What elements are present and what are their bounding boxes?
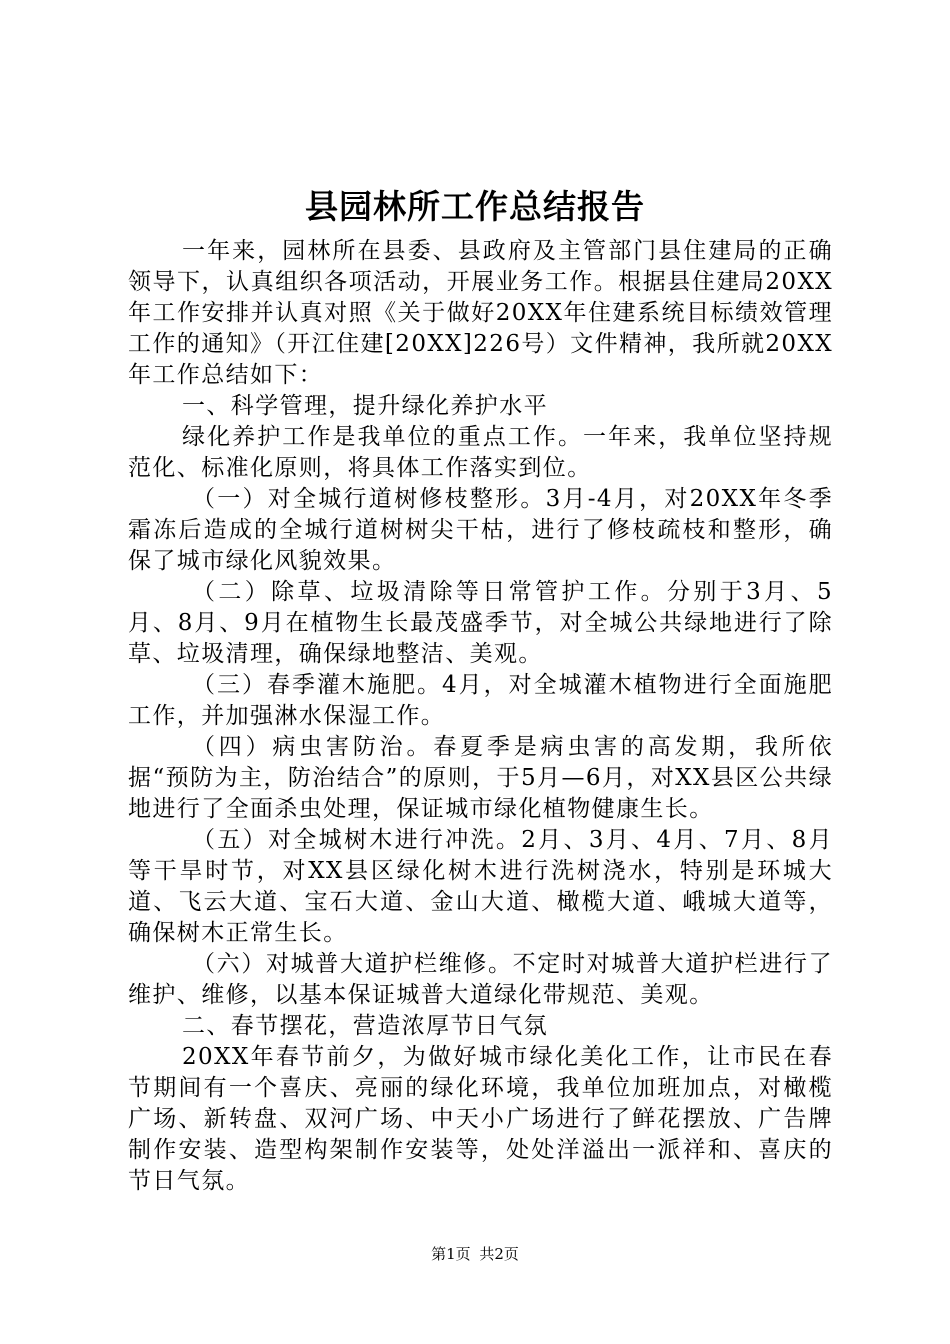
paragraph-intro: 一年来，园林所在县委、县政府及主管部门县住建局的正确领导下，认真组织各项活动，开展业务工作。根据县住建局20XX年工作安排并认真对照《关于做好20XX年住建系统目标绩效管理工作的通知》（开江住建[20XX]226号）文件精神，我所就20XX年工作总结如下：	[128, 238, 833, 388]
paragraph-item-6: （六）对城普大道护栏维修。不定时对城普大道护栏进行了维护、维修，以基本保证城普大道绿化带规范、美观。	[128, 951, 833, 1008]
document-title: 县园林所工作总结报告	[305, 187, 645, 226]
paragraph-item-5: （五）对全城树木进行冲洗。2月、3月、4月、7月、8月等干旱时节，对XX县区绿化树木进行洗树浇水，特别是环城大道、飞云大道、宝石大道、金山大道、橄榄大道、峨城大道等，确保树木正常生长。	[128, 827, 833, 946]
section-heading-2: 二、春节摆花，营造浓厚节日气氛	[182, 1013, 548, 1039]
section-heading-1: 一、科学管理，提升绿化养护水平	[182, 393, 548, 419]
paragraph-section-1-intro: 绿化养护工作是我单位的重点工作。一年来，我单位坚持规范化、标准化原则，将具体工作落实到位。	[128, 424, 833, 481]
paragraph-item-2: （二）除草、垃圾清除等日常管护工作。分别于3月、5月、8月、9月在植物生长最茂盛季节，对全城公共绿地进行了除草、垃圾清理，确保绿地整洁、美观。	[128, 579, 833, 667]
page-number: 第1页	[431, 1245, 471, 1263]
paragraph-item-1: （一）对全城行道树修枝整形。3月-4月，对20XX年冬季霜冻后造成的全城行道树树尖干枯，进行了修枝疏枝和整形，确保了城市绿化风貌效果。	[128, 486, 833, 574]
paragraph-item-3: （三）春季灌木施肥。4月，对全城灌木植物进行全面施肥工作，并加强淋水保湿工作。	[128, 672, 833, 729]
page-total: 共2页	[479, 1245, 519, 1263]
paragraph-item-4: （四）病虫害防治。春夏季是病虫害的高发期，我所依据“预防为主，防治结合”的原则，于5月—6月，对XX县区公共绿地进行了全面杀虫处理，保证城市绿化植物健康生长。	[128, 734, 833, 822]
document-body	[128, 236, 833, 1197]
page-footer	[0, 1244, 950, 1264]
paragraph-section-2: 20XX年春节前夕，为做好城市绿化美化工作，让市民在春节期间有一个喜庆、亮丽的绿化环境，我单位加班加点，对橄榄广场、新转盘、双河广场、中天小广场进行了鲜花摆放、广告牌制作安装、造型构架制作安装等，处处洋溢出一派祥和、喜庆的节日气氛。	[128, 1044, 833, 1194]
